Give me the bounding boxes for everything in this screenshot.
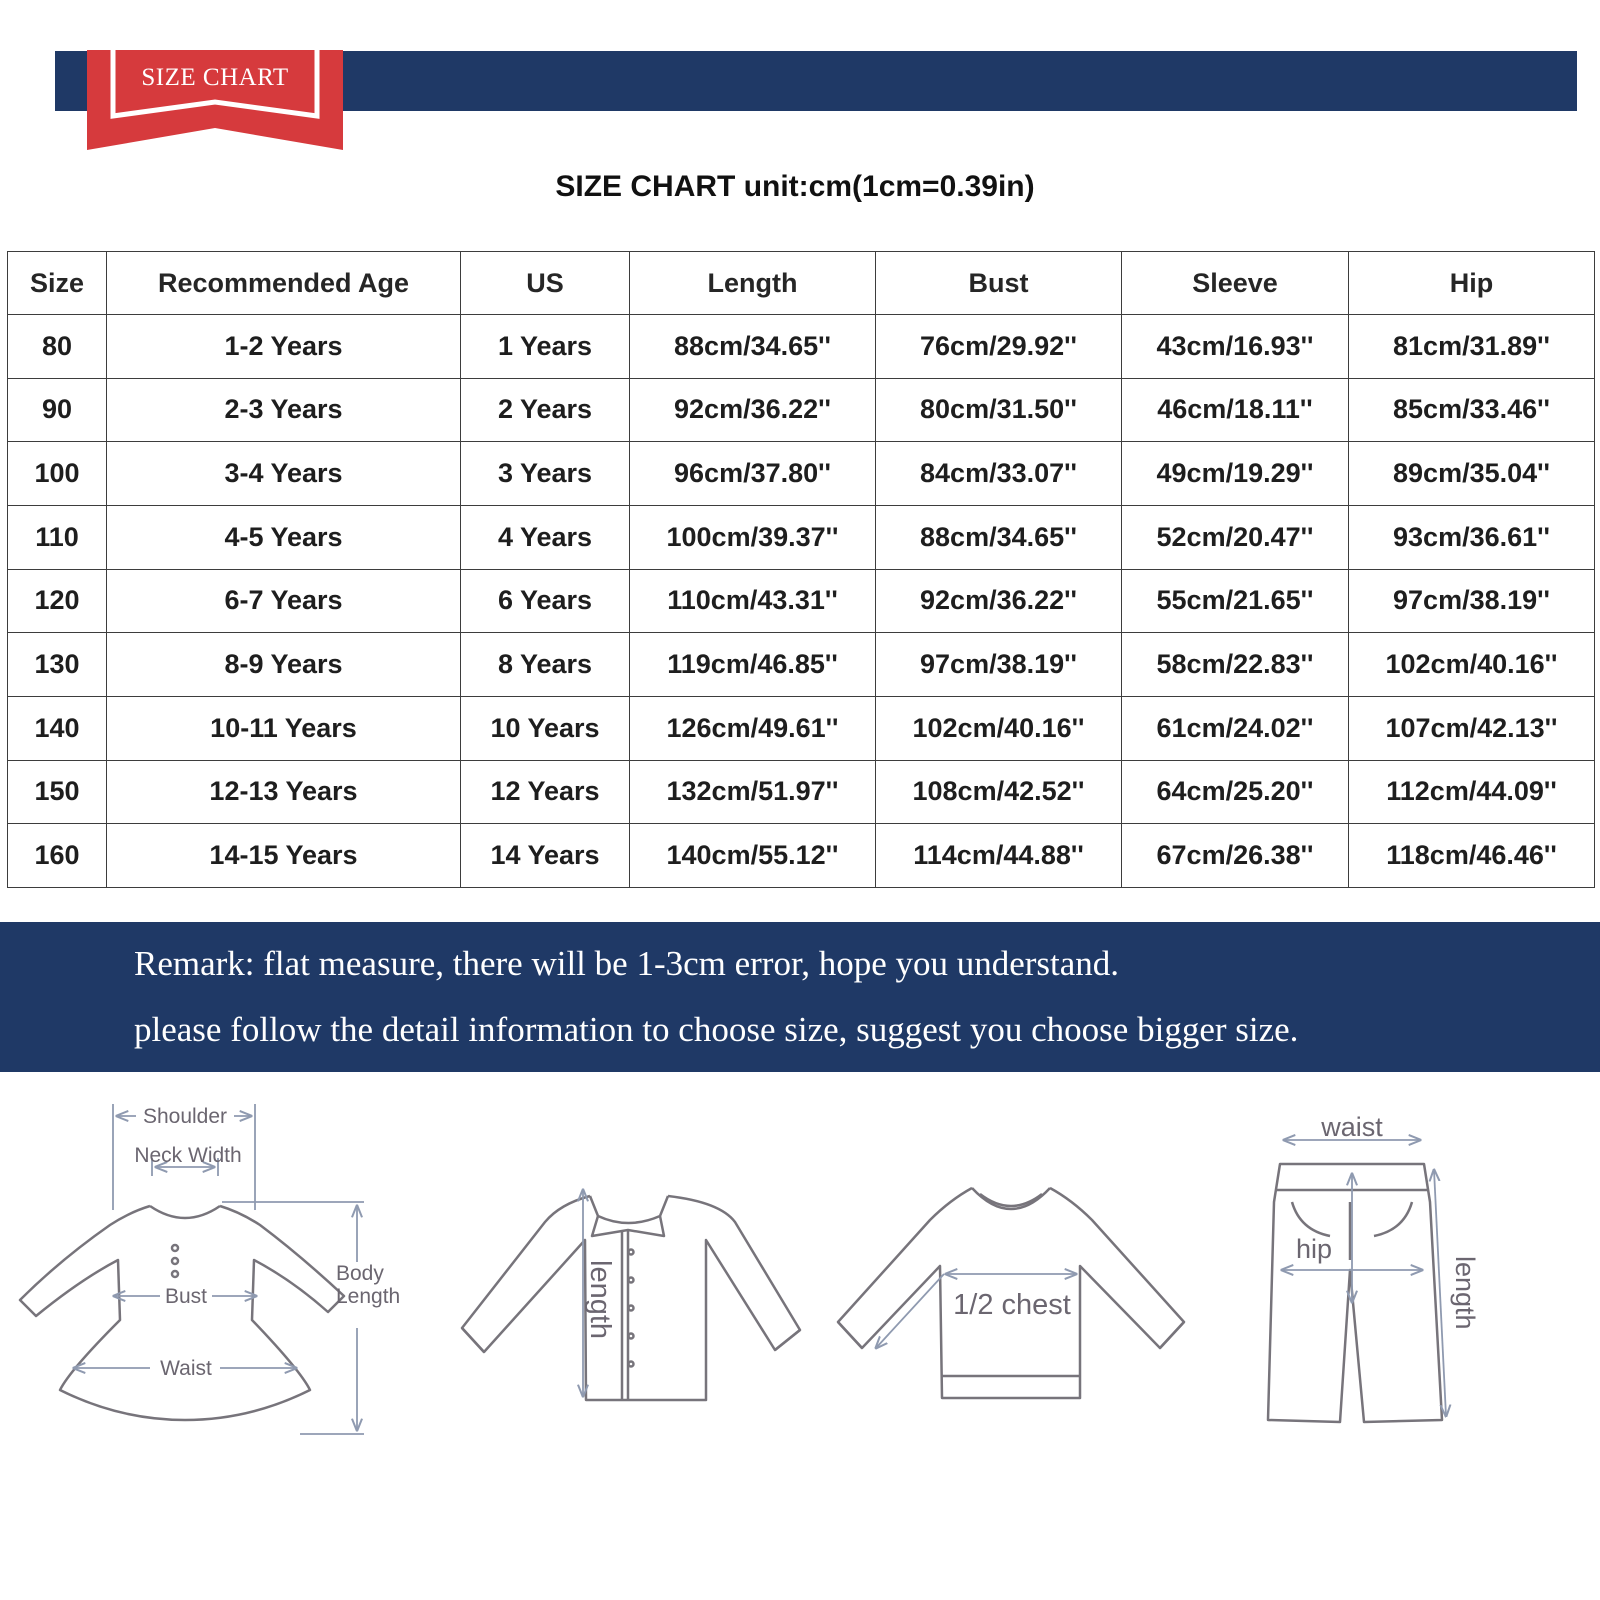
table-cell: 96cm/37.80'': [630, 442, 876, 506]
table-cell: 52cm/20.47'': [1122, 505, 1349, 569]
table-cell: 2 Years: [461, 378, 630, 442]
table-cell: 110cm/43.31'': [630, 569, 876, 633]
table-cell: 119cm/46.85'': [630, 633, 876, 697]
column-header: Recommended Age: [107, 252, 461, 315]
shirt-length-label: length: [584, 1260, 616, 1340]
table-cell: 100: [8, 442, 107, 506]
table-cell: 49cm/19.29'': [1122, 442, 1349, 506]
table-cell: 114cm/44.88'': [876, 824, 1122, 888]
table-cell: 88cm/34.65'': [876, 505, 1122, 569]
remark-line-2: please follow the detail information to choose size, suggest you choose bigger size.: [134, 1010, 1299, 1049]
table-cell: 64cm/25.20'': [1122, 760, 1349, 824]
table-row: [8, 378, 1595, 442]
table-cell: 14-15 Years: [107, 824, 461, 888]
table-row: [8, 760, 1595, 824]
dress-icon: [20, 1206, 344, 1420]
table-cell: 132cm/51.97'': [630, 760, 876, 824]
table-cell: 140: [8, 696, 107, 760]
table-row: [8, 633, 1595, 697]
table-cell: 3-4 Years: [107, 442, 461, 506]
table-cell: 150: [8, 760, 107, 824]
shirt-icon: [462, 1196, 800, 1400]
table-cell: 97cm/38.19'': [1349, 569, 1595, 633]
page-title: SIZE CHART unit:cm(1cm=0.39in): [555, 170, 1035, 203]
table-cell: 160: [8, 824, 107, 888]
body-length-label-1: Body: [336, 1262, 384, 1285]
table-row: [8, 696, 1595, 760]
table-cell: 55cm/21.65'': [1122, 569, 1349, 633]
table-cell: 2-3 Years: [107, 378, 461, 442]
table-cell: 43cm/16.93'': [1122, 315, 1349, 379]
pants-icon: [1268, 1164, 1442, 1422]
table-cell: 8-9 Years: [107, 633, 461, 697]
table-cell: 108cm/42.52'': [876, 760, 1122, 824]
table-cell: 80cm/31.50'': [876, 378, 1122, 442]
pants-diagram: [1268, 1112, 1480, 1422]
size-chart-ribbon: [87, 50, 343, 150]
neck-width-label: Neck Width: [134, 1144, 242, 1167]
table-cell: 110: [8, 505, 107, 569]
pants-waist-label: waist: [1321, 1112, 1383, 1142]
table-cell: 1-2 Years: [107, 315, 461, 379]
table-cell: 112cm/44.09'': [1349, 760, 1595, 824]
table-cell: 84cm/33.07'': [876, 442, 1122, 506]
column-header: Size: [8, 252, 107, 315]
table-cell: 130: [8, 633, 107, 697]
column-header: Length: [630, 252, 876, 315]
measurement-diagrams: [0, 1090, 1600, 1560]
table-cell: 90: [8, 378, 107, 442]
table-cell: 10 Years: [461, 696, 630, 760]
table-row: [8, 569, 1595, 633]
table-cell: 85cm/33.46'': [1349, 378, 1595, 442]
table-cell: 118cm/46.46'': [1349, 824, 1595, 888]
chest-label: 1/2 chest: [953, 1289, 1071, 1321]
table-cell: 4 Years: [461, 505, 630, 569]
table-cell: 12 Years: [461, 760, 630, 824]
column-header: Hip: [1349, 252, 1595, 315]
table-cell: 76cm/29.92'': [876, 315, 1122, 379]
remark-banner: [0, 922, 1600, 1072]
table-cell: 1 Years: [461, 315, 630, 379]
table-cell: 97cm/38.19'': [876, 633, 1122, 697]
pants-length-label: length: [1450, 1256, 1480, 1330]
table-cell: 100cm/39.37'': [630, 505, 876, 569]
column-header: US: [461, 252, 630, 315]
table-cell: 8 Years: [461, 633, 630, 697]
table-cell: 46cm/18.11'': [1122, 378, 1349, 442]
table-cell: 58cm/22.83'': [1122, 633, 1349, 697]
bust-label: Bust: [164, 1285, 208, 1308]
shirt-diagram: [462, 1190, 800, 1400]
table-cell: 140cm/55.12'': [630, 824, 876, 888]
dress-diagram: [20, 1104, 400, 1434]
table-cell: 6 Years: [461, 569, 630, 633]
table-cell: 67cm/26.38'': [1122, 824, 1349, 888]
table-cell: 80: [8, 315, 107, 379]
table-row: [8, 505, 1595, 569]
body-length-label-2: Length: [336, 1285, 401, 1308]
table-cell: 102cm/40.16'': [1349, 633, 1595, 697]
column-header: Bust: [876, 252, 1122, 315]
table-cell: 93cm/36.61'': [1349, 505, 1595, 569]
table-cell: 102cm/40.16'': [876, 696, 1122, 760]
ribbon-label: SIZE CHART: [141, 64, 289, 91]
table-row: [8, 824, 1595, 888]
shoulder-label: Shoulder: [142, 1105, 228, 1128]
remark-line-1: Remark: flat measure, there will be 1-3cm error, hope you understand.: [134, 944, 1120, 983]
column-header: Sleeve: [1122, 252, 1349, 315]
table-cell: 81cm/31.89'': [1349, 315, 1595, 379]
size-table: [7, 251, 1595, 888]
table-row: [8, 442, 1595, 506]
pants-hip-label: hip: [1295, 1234, 1333, 1264]
pants-measure-lines: [1282, 1140, 1446, 1416]
table-cell: 126cm/49.61'': [630, 696, 876, 760]
table-cell: 92cm/36.22'': [630, 378, 876, 442]
table-cell: 10-11 Years: [107, 696, 461, 760]
table-cell: 12-13 Years: [107, 760, 461, 824]
table-row: [8, 315, 1595, 379]
table-cell: 4-5 Years: [107, 505, 461, 569]
diagrams-svg: [0, 1090, 1600, 1560]
table-cell: 3 Years: [461, 442, 630, 506]
table-cell: 120: [8, 569, 107, 633]
table-cell: 92cm/36.22'': [876, 569, 1122, 633]
table-cell: 88cm/34.65'': [630, 315, 876, 379]
table-cell: 61cm/24.02'': [1122, 696, 1349, 760]
table-cell: 89cm/35.04'': [1349, 442, 1595, 506]
table-cell: 14 Years: [461, 824, 630, 888]
sweater-diagram: [838, 1188, 1184, 1398]
waist-label: Waist: [160, 1357, 212, 1380]
table-header-row: [8, 252, 1595, 315]
table-cell: 107cm/42.13'': [1349, 696, 1595, 760]
table-cell: 6-7 Years: [107, 569, 461, 633]
